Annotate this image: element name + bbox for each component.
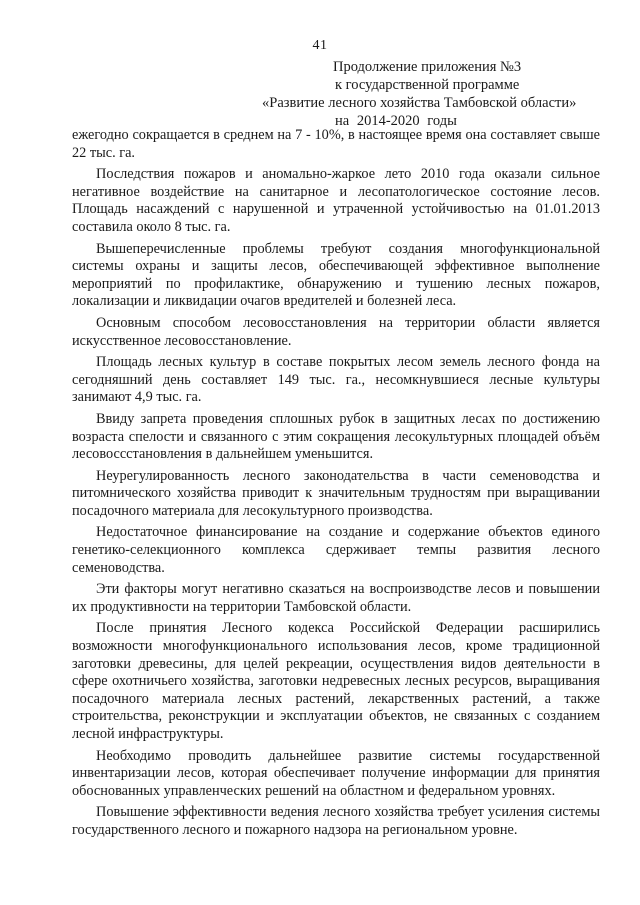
appendix-header-line: на 2014-2020 годы <box>335 113 457 129</box>
page-number: 41 <box>312 38 328 53</box>
appendix-header-line: к государственной программе <box>335 77 520 93</box>
paragraph: Необходимо проводить дальнейшее развитие системы государственной инвентаризации лесов, которая обеспечивает получение информации для принятия обоснованных управленческих решений на областном и федеральном уровнях. <box>72 747 600 799</box>
appendix-header-line: Продолжение приложения №3 <box>333 59 522 75</box>
paragraph: Ввиду запрета проведения сплошных рубок в защитных лесах по достижению возраста спелости и связанного с этим сокращения лесокультурных площадей объём лесовосcстановления в дальнейшем уменьшится. <box>72 410 600 463</box>
paragraph: После принятия Лесного кодекса Российской Федерации расширились возможности многофункционального использования лесов, кроме традиционной заготовки древесины, для целей рекреации, осуществления видов деятельности в сфере охотничьего хозяйства, заготовки недревесных лесных ресурсов, выращивания посадочного материала лесных растений, лекарственных растений, а также строительства, реконструкции и эксплуатации объектов, не связанных с созданием лесной инфраструктуры. <box>72 620 600 742</box>
appendix-header-line: «Развитие лесного хозяйства Тамбовской области» <box>262 95 577 111</box>
paragraph: ежегодно сокращается в среднем на 7 - 10%, в настоящее время она составляет свыше 22 тыс. га. <box>72 127 600 161</box>
paragraph: Повышение эффективности ведения лесного хозяйства требует усиления системы государственного лесного и пожарного надзора на региональном уровне. <box>72 804 600 838</box>
paragraph: Площадь лесных культур в составе покрытых лесом земель лесного фонда на сегодняшний день составляет 149 тыс. га., несомкнувшиеся лесные культуры занимают 4,9 тыс. га. <box>72 354 600 406</box>
paragraph: Основным способом лесовосстановления на территории области является искусственное лесовосстановление. <box>72 314 600 349</box>
appendix-header <box>240 58 620 130</box>
body-text <box>72 127 600 844</box>
paragraph: Эти факторы могут негативно сказаться на воспроизводстве лесов и повышении их продуктивности на территории Тамбовской области. <box>72 581 600 615</box>
paragraph: Вышеперечисленные проблемы требуют создания многофункциональной системы охраны и защиты лесов, обеспечивающей эффективное выполнение мероприятий по профилактике, обнаружению и тушению лесных пожаров, локализации и ликвидации очагов вредителей и болезней леса. <box>72 240 600 310</box>
paragraph: Неурегулированность лесного законодательства в части семеноводства и питомнического хозяйства приводит к значительным трудностям при выращивании посадочного материала для лесокультурного производства. <box>72 467 600 519</box>
paragraph: Недостаточное финансирование на создание и содержание объектов единого генетико-селекционного комплекса сдерживает темпы развития лесного семеноводства. <box>72 524 600 576</box>
paragraph: Последствия пожаров и аномально-жаркое лето 2010 года оказали сильное негативное воздействие на санитарное и лесопатологическое состояние лесов. Площадь насаждений с нарушенной и утраченной устойчивостью на 01.01.2013 составила около 8 тыс. га. <box>72 166 600 235</box>
